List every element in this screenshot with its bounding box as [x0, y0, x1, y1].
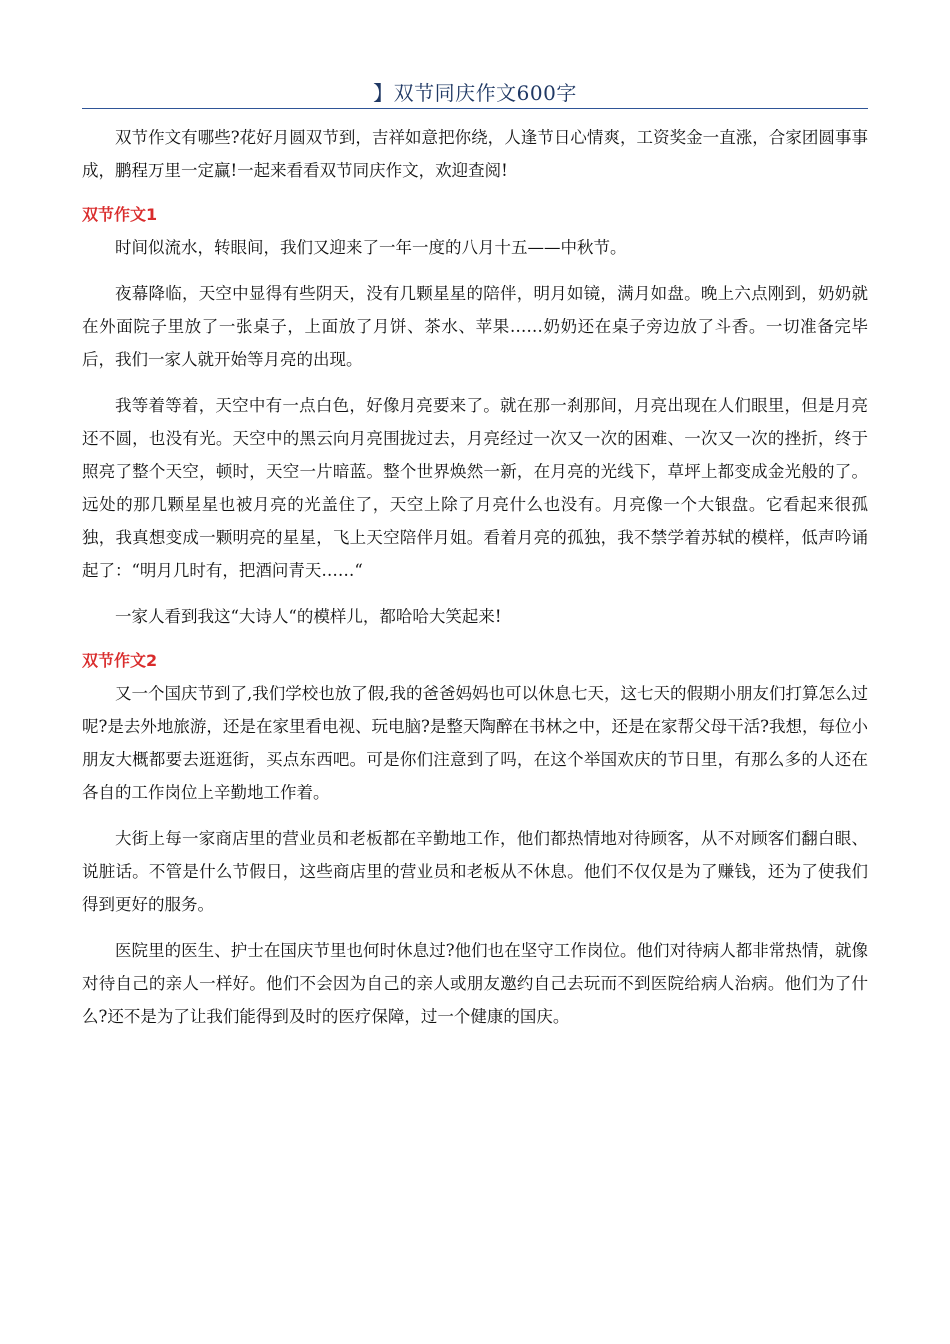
- body-paragraph: 夜幕降临，天空中显得有些阴天，没有几颗星星的陪伴，明月如镜，满月如盘。晚上六点刚到，奶奶就在外面院子里放了一张桌子，上面放了月饼、茶水、苹果……奶奶还在桌子旁边放了斗香。一切准备完毕后，我们一家人就开始等月亮的出现。: [82, 284, 868, 369]
- intro-paragraph: 双节作文有哪些?花好月圆双节到，吉祥如意把你绕，人逢节日心情爽，工资奖金一直涨，合家团圆事事成，鹏程万里一定赢!一起来看看双节同庆作文，欢迎查阅!: [82, 128, 868, 180]
- article-body: [82, 121, 868, 1046]
- section-2: [82, 647, 868, 1033]
- page-title: 】双节同庆作文600字: [373, 81, 577, 105]
- body-paragraph: 医院里的医生、护士在国庆节里也何时休息过?他们也在坚守工作岗位。他们对待病人都非常热情，就像对待自己的亲人一样好。他们不会因为自己的亲人或朋友邀约自己去玩而不到医院给病人治病。他们为了什么?还不是为了让我们能得到及时的医疗保障，过一个健康的国庆。: [82, 941, 868, 1026]
- body-paragraph: 一家人看到我这“大诗人“的模样儿，都哈哈大笑起来!: [115, 607, 502, 626]
- body-paragraph: 时间似流水，转眼间，我们又迎来了一年一度的八月十五——中秋节。: [115, 238, 627, 257]
- section-title: 双节作文1: [82, 205, 158, 224]
- body-paragraph: 大街上每一家商店里的营业员和老板都在辛勤地工作，他们都热情地对待顾客，从不对顾客们翻白眼、说脏话。不管是什么节假日，这些商店里的营业员和老板从不休息。他们不仅仅是为了赚钱，还为了使我们得到更好的服务。: [82, 829, 868, 914]
- body-paragraph: 我等着等着，天空中有一点白色，好像月亮要来了。就在那一刹那间，月亮出现在人们眼里，但是月亮还不圆，也没有光。天空中的黑云向月亮围拢过去，月亮经过一次又一次的困难、一次又一次的挫折，终于照亮了整个天空，顿时，天空一片暗蓝。整个世界焕然一新，在月亮的光线下，草坪上都变成金光般的了。远处的那几颗星星也被月亮的光盖住了，天空上除了月亮什么也没有。月亮像一个大银盘。它看起来很孤独，我真想变成一颗明亮的星星，飞上天空陪伴月姐。看着月亮的孤独，我不禁学着苏轼的模样，低声吟诵起了：“明月几时有，把酒问青天……“: [82, 396, 868, 580]
- page-header: [82, 78, 868, 109]
- body-paragraph: 又一个国庆节到了,我们学校也放了假,我的爸爸妈妈也可以休息七天，这七天的假期小朋友们打算怎么过呢?是去外地旅游，还是在家里看电视、玩电脑?是整天陶醉在书林之中，还是在家帮父母干活?我想，每位小朋友大概都要去逛逛街，买点东西吧。可是你们注意到了吗，在这个举国欢庆的节日里，有那么多的人还在各自的工作岗位上辛勤地工作着。: [82, 684, 868, 802]
- section-title: 双节作文2: [82, 651, 158, 670]
- section-1: [82, 201, 868, 633]
